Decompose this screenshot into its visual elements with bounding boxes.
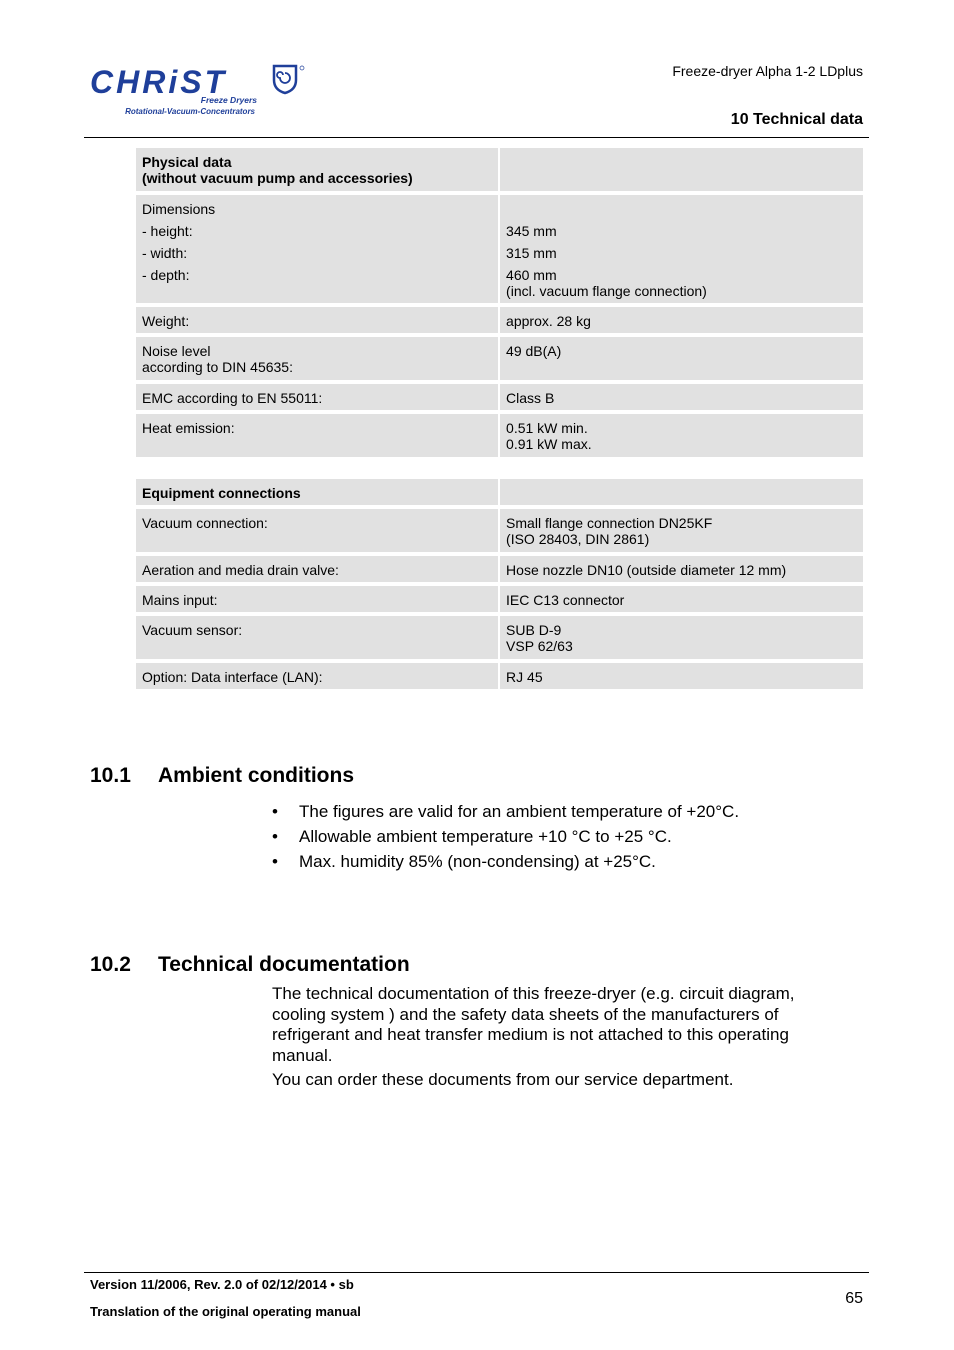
table-row <box>136 148 863 191</box>
blank-line <box>506 198 857 220</box>
noise-label-line-1: Noise level <box>142 343 211 359</box>
header-divider <box>84 137 869 138</box>
width-label: - width: <box>142 245 188 261</box>
depth-value: 460 mm <box>506 267 557 283</box>
table-row <box>136 307 863 333</box>
physical-data-table <box>134 144 865 461</box>
lan-interface-value: RJ 45 <box>500 663 863 689</box>
equipment-connections-table <box>134 475 865 693</box>
vacuum-connection-value: Small flange connection DN25KF <box>506 515 713 531</box>
vacuum-sensor-value-cell <box>500 616 863 659</box>
list-item: • The figures are valid for an ambient temperature of +20°C. <box>272 799 739 824</box>
logo-tagline-2: Rotational-Vacuum-Concentrators <box>125 107 255 116</box>
table-row <box>136 384 863 410</box>
heat-value-min: 0.51 kW min. <box>506 420 588 436</box>
physical-data-heading <box>136 148 498 191</box>
table-row <box>136 195 863 303</box>
dimensions-value-cell <box>500 195 863 303</box>
section-number: 10.2 <box>90 953 131 976</box>
empty-cell <box>500 148 863 191</box>
depth-label: - depth: <box>142 267 190 283</box>
logo-wordmark: CHRiST <box>90 64 228 100</box>
service-paragraph: You can order these documents from our service department. <box>272 1070 734 1089</box>
chapter-title: 10 Technical data <box>730 111 863 128</box>
emc-value: Class B <box>500 384 863 410</box>
ambient-conditions-list <box>272 799 739 874</box>
logo-tagline-1: Freeze Dryers <box>200 95 257 105</box>
heat-value-max: 0.91 kW max. <box>506 436 592 452</box>
shield-emblem-icon <box>274 66 304 93</box>
footer-version: Version 11/2006, Rev. 2.0 of 02/12/2014 • sb <box>90 1277 354 1292</box>
table-row <box>136 663 863 689</box>
page-number: 65 <box>845 1290 863 1307</box>
dimensions-label-cell <box>136 195 498 303</box>
vacuum-sensor-value-1: SUB D-9 <box>506 622 562 638</box>
documentation-paragraph: The technical documentation of this freeze-dryer (e.g. circuit diagram, cooling system ) and the safety data sheets of the manufacturers of refrigerant and heat transfer medium is not attached to this operating manual. <box>272 984 795 1065</box>
mains-input-label: Mains input: <box>136 586 498 612</box>
table-row <box>136 556 863 582</box>
table-row <box>136 337 863 380</box>
depth-note: (incl. vacuum flange connection) <box>506 283 707 299</box>
height-label: - height: <box>142 223 193 239</box>
aeration-value: Hose nozzle DN10 (outside diameter 12 mm) <box>500 556 863 582</box>
emc-label: EMC according to EN 55011: <box>136 384 498 410</box>
table-row <box>136 616 863 659</box>
weight-value: approx. 28 kg <box>500 307 863 333</box>
dimensions-label: Dimensions <box>142 201 216 217</box>
width-value: 315 mm <box>506 245 557 261</box>
aeration-label: Aeration and media drain valve: <box>136 556 498 582</box>
heading-line: (without vacuum pump and accessories) <box>142 170 413 186</box>
noise-label-line-2: according to DIN 45635: <box>142 359 293 375</box>
noise-label-cell <box>136 337 498 380</box>
weight-label: Weight: <box>136 307 498 333</box>
heading-line: Physical data <box>142 154 232 170</box>
height-value: 345 mm <box>506 223 557 239</box>
table-row <box>136 479 863 505</box>
section-number: 10.1 <box>90 764 131 787</box>
lan-interface-label: Option: Data interface (LAN): <box>136 663 498 689</box>
table-row <box>136 509 863 552</box>
section-heading-ambient <box>90 764 354 788</box>
section-heading-documentation <box>90 953 410 977</box>
document-title: Freeze-dryer Alpha 1-2 LDplus <box>672 63 863 79</box>
list-item: • Max. humidity 85% (non-condensing) at +25°C. <box>272 849 739 874</box>
footer-translation-note: Translation of the original operating manual <box>90 1304 361 1319</box>
list-item: • Allowable ambient temperature +10 °C to +25 °C. <box>272 824 739 849</box>
vacuum-sensor-value-2: VSP 62/63 <box>506 638 573 654</box>
table-row <box>136 414 863 457</box>
section-title: Ambient conditions <box>158 764 354 787</box>
christ-logo <box>90 62 315 118</box>
section-title: Technical documentation <box>158 953 410 976</box>
vacuum-connection-label: Vacuum connection: <box>136 509 498 552</box>
connections-heading: Equipment connections <box>136 479 498 505</box>
empty-cell <box>500 479 863 505</box>
footer-divider <box>84 1272 869 1273</box>
vacuum-connection-standard: (ISO 28403, DIN 2861) <box>506 531 650 547</box>
table-row <box>136 586 863 612</box>
vacuum-sensor-label: Vacuum sensor: <box>136 616 498 659</box>
mains-input-value: IEC C13 connector <box>500 586 863 612</box>
heat-value-cell <box>500 414 863 457</box>
noise-value: 49 dB(A) <box>500 337 863 380</box>
heat-label: Heat emission: <box>136 414 498 457</box>
vacuum-connection-value-cell <box>500 509 863 552</box>
